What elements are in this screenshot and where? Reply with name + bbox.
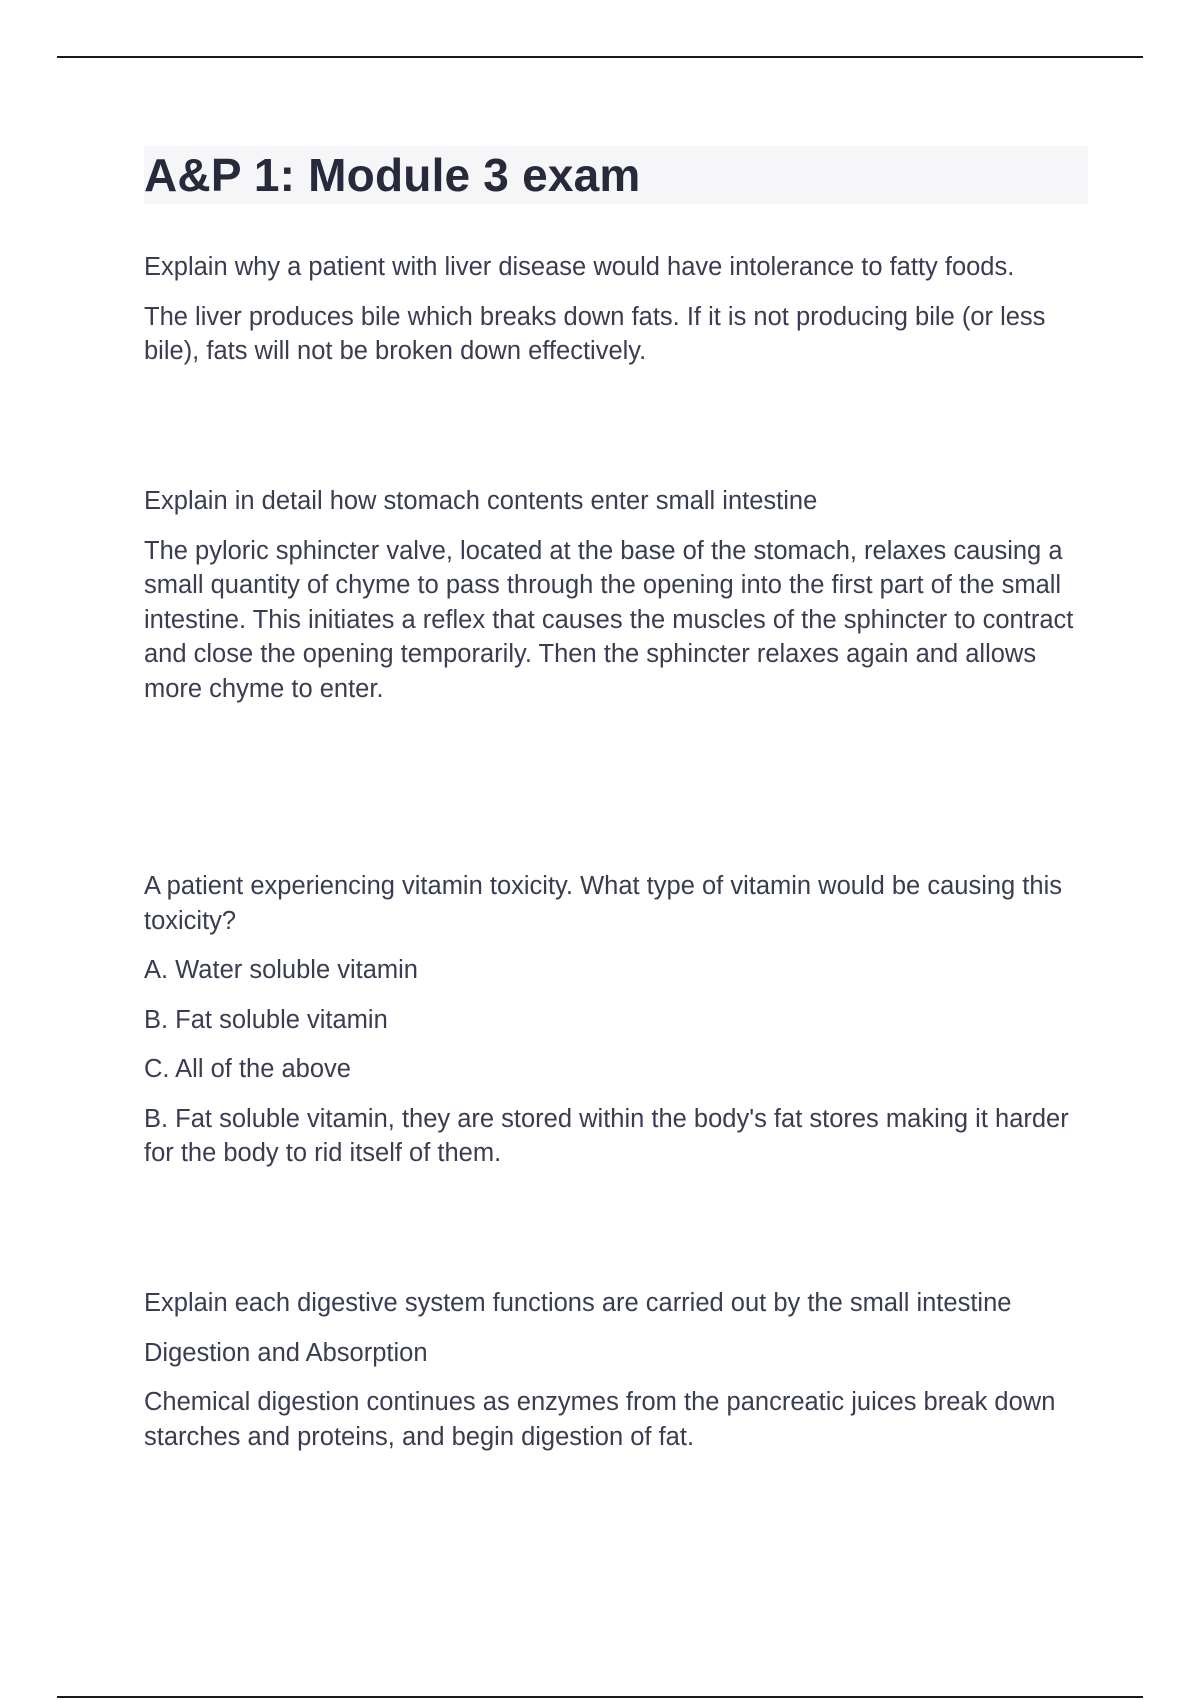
answer-text: B. Fat soluble vitamin, they are stored within the body's fat stores making it harder for the body to rid itself of them. <box>144 1104 1069 1167</box>
question-text: Explain each digestive system functions are carried out by the small intestine <box>144 1289 1012 1317</box>
question-text: Explain in detail how stomach contents enter small intestine <box>144 487 818 515</box>
option-c: C. All of the above <box>144 1055 351 1083</box>
answer-text: Chemical digestion continues as enzymes from the pancreatic juices break down starches and proteins, and begin digestion of fat. <box>144 1388 1056 1451</box>
question-text: A patient experiencing vitamin toxicity. What type of vitamin would be causing this toxicity? <box>144 872 1062 935</box>
answer-text: The liver produces bile which breaks down fats. If it is not producing bile (or less bile), fats will not be broken down effectively. <box>144 302 1046 365</box>
qa-item-small-intestine <box>144 1286 1088 1454</box>
question-text: Explain why a patient with liver disease would have intolerance to fatty foods. <box>144 253 1015 281</box>
answer-subheading: Digestion and Absorption <box>144 1338 428 1367</box>
qa-item-liver-disease <box>144 250 1088 369</box>
page-title: A&P 1: Module 3 exam <box>144 146 1088 204</box>
top-divider <box>57 56 1143 58</box>
option-a: A. Water soluble vitamin <box>144 956 418 984</box>
option-b: B. Fat soluble vitamin <box>144 1005 388 1034</box>
qa-item-stomach-contents <box>144 484 1088 706</box>
qa-item-vitamin-toxicity <box>144 869 1088 1171</box>
bottom-divider <box>57 1696 1143 1698</box>
answer-text: The pyloric sphincter valve, located at the base of the stomach, relaxes causing a small quantity of chyme to pass through the opening into the first part of the small intestine. This initiates a reflex that causes the muscles of the sphincter to contract and close the opening temporarily. Then the sphincter relaxes again and allows more chyme to enter. <box>144 536 1074 703</box>
